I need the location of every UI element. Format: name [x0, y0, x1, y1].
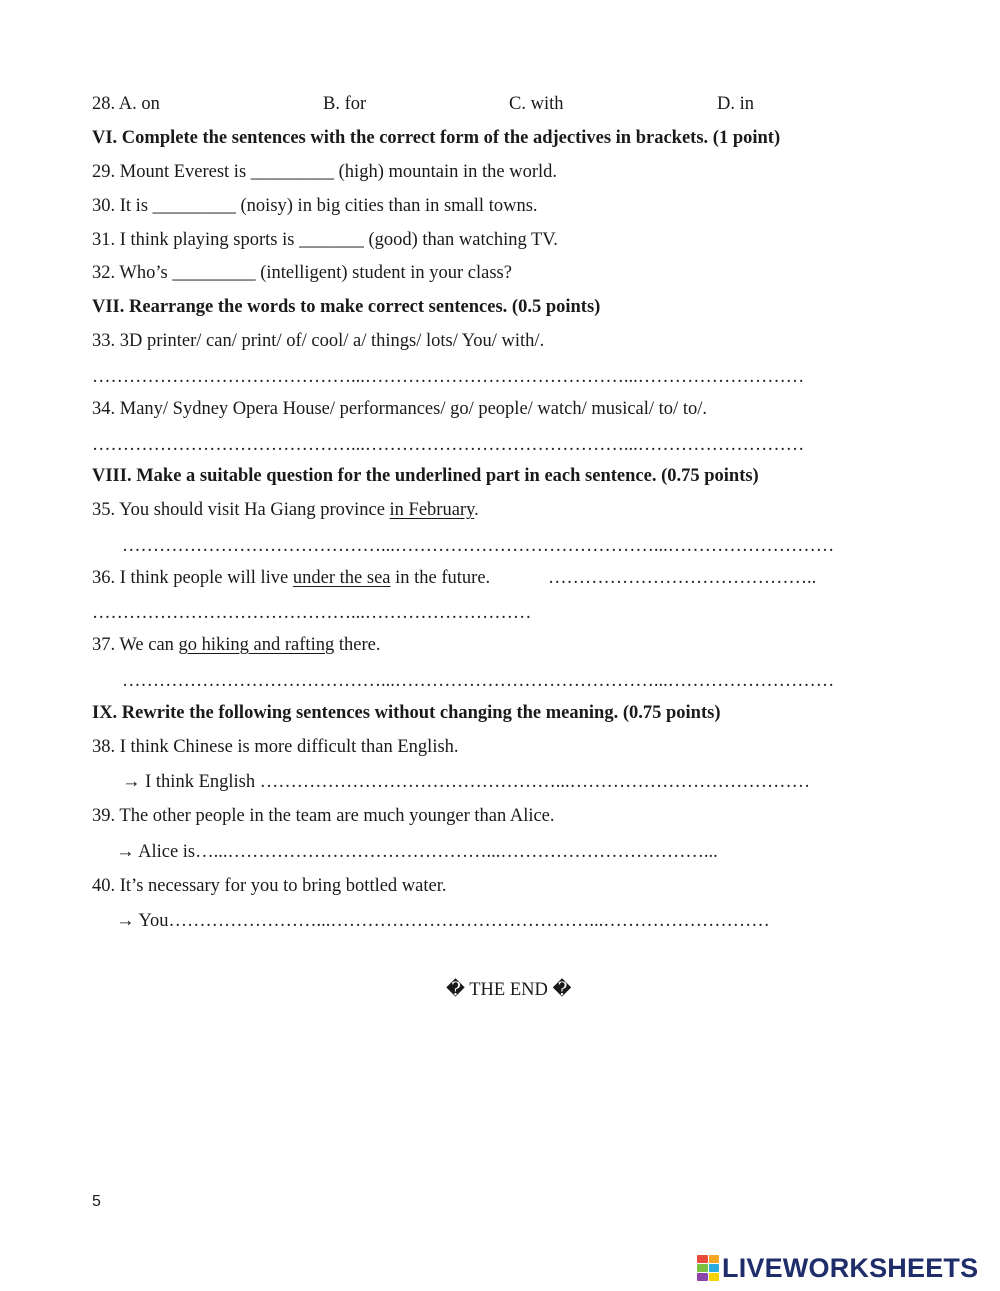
question-31: 31. I think playing sports is _______ (good) than watching TV. — [92, 230, 558, 250]
question-29: 29. Mount Everest is _________ (high) mountain in the world. — [92, 162, 558, 182]
logo-block-1 — [697, 1255, 708, 1263]
page-number: 5 — [92, 1193, 101, 1210]
question-38: 38. I think Chinese is more difficult than English. — [92, 737, 459, 757]
q37-text: 37. We can — [92, 635, 179, 655]
question-35 — [92, 499, 479, 521]
answer-line-35[interactable]: ……………………………………...……………………………………...……………………… — [122, 536, 835, 556]
answer-line-36b[interactable]: ……………………………………...……………………… — [92, 603, 532, 623]
q28-option-a: 28. A. on — [92, 94, 160, 114]
answer-line-33[interactable]: ……………………………………...……………………………………...……………………… — [92, 367, 805, 387]
q37-end: there. — [334, 635, 381, 655]
the-end-label: � THE END � — [446, 980, 572, 1000]
q28-option-c: C. with — [509, 94, 564, 114]
section-7-heading: VII. Rearrange the words to make correct sentences. (0.5 points) — [92, 297, 601, 317]
section-9-heading: IX. Rewrite the following sentences without changing the meaning. (0.75 points) — [92, 703, 721, 723]
question-39: 39. The other people in the team are much younger than Alice. — [92, 806, 555, 826]
q35-end: . — [474, 500, 479, 520]
q35-underlined: in February — [389, 500, 475, 520]
logo-block-6 — [709, 1273, 720, 1281]
q36-text: 36. I think people will live — [92, 568, 293, 588]
logo-blocks-icon — [697, 1255, 719, 1281]
q35-text: 35. You should visit Ha Giang province — [92, 500, 390, 520]
answer-line-36a[interactable]: …………………………………….. — [548, 568, 817, 588]
answer-line-38[interactable]: → I think English …………………………………………...………………………………… — [122, 772, 811, 792]
question-30: 30. It is _________ (noisy) in big cities than in small towns. — [92, 196, 538, 216]
answer-line-37[interactable]: ……………………………………...……………………………………...……………………… — [122, 671, 835, 691]
question-34: 34. Many/ Sydney Opera House/ performances/ go/ people/ watch/ musical/ to/ to/. — [92, 399, 707, 419]
question-33: 33. 3D printer/ can/ print/ of/ cool/ a/ things/ lots/ You/ with/. — [92, 331, 545, 351]
brand-name: LIVEWORKSHEETS — [722, 1253, 979, 1283]
q28-option-d: D. in — [717, 94, 754, 114]
logo-block-3 — [697, 1264, 708, 1272]
answer-line-40[interactable]: → You……………………...……………………………………...……………………… — [116, 911, 770, 931]
logo-block-2 — [709, 1255, 720, 1263]
answer-line-39[interactable]: → Alice is…...……………………………………...……………………………... — [116, 842, 718, 862]
answer-line-34[interactable]: ……………………………………...……………………………………...……………………… — [92, 435, 805, 455]
q36-underlined: under the sea — [292, 568, 391, 588]
section-6-heading: VI. Complete the sentences with the correct form of the adjectives in brackets. (1 point) — [92, 128, 781, 148]
question-36 — [92, 567, 490, 589]
logo-block-5 — [697, 1273, 708, 1281]
question-37 — [92, 634, 380, 656]
section-8-heading: VIII. Make a suitable question for the underlined part in each sentence. (0.75 points) — [92, 466, 759, 486]
q36-end: in the future. — [390, 568, 491, 588]
question-40: 40. It’s necessary for you to bring bottled water. — [92, 876, 447, 896]
q37-underlined: go hiking and rafting — [178, 635, 335, 655]
q28-option-b: B. for — [323, 94, 367, 114]
logo-block-4 — [709, 1264, 720, 1272]
liveworksheets-logo — [697, 1253, 978, 1283]
question-32: 32. Who’s _________ (intelligent) student in your class? — [92, 263, 512, 283]
